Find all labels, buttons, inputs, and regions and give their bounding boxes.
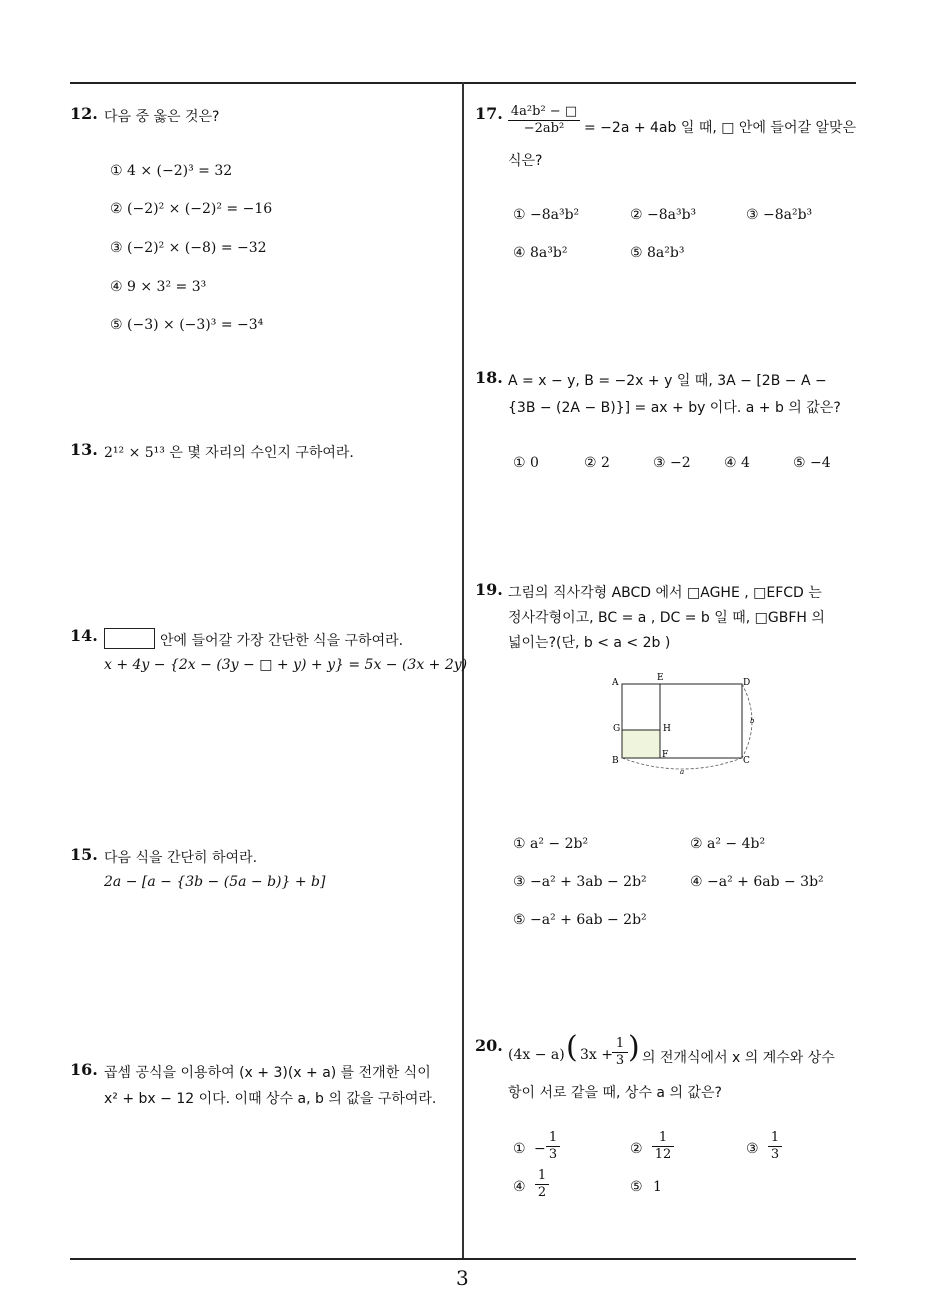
label-d: D	[743, 678, 751, 688]
label-c: C	[743, 756, 750, 766]
q15-number: 15.	[70, 845, 98, 864]
q20-choice-2-numerator: 1	[652, 1130, 674, 1147]
q20-choice-3-mark: ③	[746, 1141, 759, 1157]
label-e: E	[657, 673, 664, 683]
q19-rectangle-figure	[600, 668, 770, 780]
q20-choice-1-fraction	[546, 1130, 560, 1162]
label-a-vertex: A	[612, 678, 619, 688]
q14-number: 14.	[70, 626, 98, 645]
label-side-b: b	[750, 717, 755, 725]
shaded-region	[622, 730, 660, 758]
q20-expr-inner: 3x +	[580, 1047, 613, 1063]
q20-choice-5-mark: ⑤	[630, 1179, 643, 1195]
q19-choice-1[interactable]: ① a² − 2b²	[513, 836, 589, 852]
q12-choice-3[interactable]: ③ (−2)² × (−8) = −32	[110, 240, 267, 256]
q17-fraction-denominator: −2ab²	[523, 121, 565, 136]
q17-fraction-numerator: 4a²b² − □	[508, 104, 580, 121]
q20-choice-2-mark: ②	[630, 1141, 643, 1157]
q17-choice-4[interactable]: ④ 8a³b²	[513, 245, 568, 261]
q20-choice-5[interactable]	[630, 1179, 662, 1195]
q20-line-2: 항이 서로 같을 때, 상수 a 의 값은?	[508, 1085, 722, 1101]
q20-expr-left: (4x − a)	[508, 1047, 565, 1063]
q18-choice-1[interactable]: ① 0	[513, 455, 539, 471]
q17-line-2: 식은?	[508, 153, 543, 169]
label-side-a: a	[680, 768, 685, 776]
q20-fraction-denominator: 3	[615, 1053, 625, 1068]
q20-choice-4[interactable]	[513, 1179, 526, 1195]
q20-choice-4-numerator: 1	[535, 1168, 549, 1185]
label-g: G	[613, 724, 621, 734]
q20-fraction-numerator: 1	[612, 1036, 628, 1053]
q18-number: 18.	[475, 368, 503, 387]
q19-choice-5[interactable]: ⑤ −a² + 6ab − 2b²	[513, 912, 647, 928]
q20-choice-4-denominator: 2	[537, 1185, 547, 1200]
q12-text: 다음 중 옳은 것은?	[104, 109, 220, 125]
q18-choice-3[interactable]: ③ −2	[653, 455, 691, 471]
q20-fraction	[612, 1036, 628, 1068]
q13-number: 13.	[70, 440, 98, 459]
label-f: F	[662, 750, 669, 760]
q19-line-3: 넓이는?(단, b < a < 2b )	[508, 635, 671, 651]
q20-choice-4-mark: ④	[513, 1179, 526, 1195]
q20-text: 의 전개식에서 x 의 계수와 상수	[642, 1050, 835, 1066]
q20-choice-1-sign: −	[534, 1141, 546, 1157]
q12-choice-1[interactable]: ① 4 × (−2)³ = 32	[110, 163, 233, 179]
q12-choice-2[interactable]: ② (−2)² × (−2)² = −16	[110, 201, 273, 217]
q18-choice-5[interactable]: ⑤ −4	[793, 455, 831, 471]
label-h: H	[663, 724, 671, 734]
q18-line-2: {3B − (2A − B)}] = ax + by 이다. a + b 의 값은?	[508, 400, 841, 416]
q20-choice-1-denominator: 3	[548, 1147, 558, 1162]
q20-choice-2-denominator: 12	[654, 1147, 672, 1162]
q17-choice-2[interactable]: ② −8a³b³	[630, 207, 697, 223]
q14-equation: x + 4y − {2x − (3y − □ + y) + y} = 5x − (3x + 2y)	[104, 657, 468, 673]
q16-line-2: x² + bx − 12 이다. 이때 상수 a, b 의 값을 구하여라.	[104, 1091, 437, 1107]
q20-right-paren: )	[628, 1030, 640, 1065]
page-number: 3	[456, 1266, 469, 1290]
q20-choice-1-numerator: 1	[546, 1130, 560, 1147]
q17-choice-3[interactable]: ③ −8a²b³	[746, 207, 813, 223]
q20-left-paren: (	[566, 1030, 578, 1065]
q18-choice-2[interactable]: ② 2	[584, 455, 610, 471]
q20-choice-2-fraction	[652, 1130, 674, 1162]
q20-choice-2[interactable]	[630, 1141, 643, 1157]
q20-choice-3[interactable]	[746, 1141, 759, 1157]
q20-choice-1[interactable]	[513, 1141, 546, 1157]
q19-line-2: 정사각형이고, BC = a , DC = b 일 때, □GBFH 의	[508, 610, 825, 626]
q12-number: 12.	[70, 104, 98, 123]
q19-choice-4[interactable]: ④ −a² + 6ab − 3b²	[690, 874, 824, 890]
q17-text: = −2a + 4ab 일 때, □ 안에 들어갈 알맞은	[584, 120, 857, 136]
q19-choice-3[interactable]: ③ −a² + 3ab − 2b²	[513, 874, 647, 890]
q20-choice-4-fraction	[535, 1168, 549, 1200]
q15-text: 다음 식을 간단히 하여라.	[104, 850, 258, 866]
bottom-rule	[70, 1258, 856, 1260]
q17-fraction	[508, 104, 580, 136]
q14-blank-box	[104, 628, 155, 649]
q12-choice-4[interactable]: ④ 9 × 3² = 3³	[110, 279, 207, 295]
q16-line-1: 곱셈 공식을 이용하여 (x + 3)(x + a) 를 전개한 식이	[104, 1065, 431, 1081]
q20-number: 20.	[475, 1036, 503, 1055]
q19-line-1: 그림의 직사각형 ABCD 에서 □AGHE , □EFCD 는	[508, 585, 822, 601]
q13-text: 2¹² × 5¹³ 은 몇 자리의 수인지 구하여라.	[104, 445, 354, 461]
q18-choice-4[interactable]: ④ 4	[724, 455, 750, 471]
q20-choice-1-mark: ①	[513, 1141, 526, 1157]
q17-number: 17.	[475, 104, 503, 123]
label-b-vertex: B	[612, 756, 619, 766]
q17-choice-5[interactable]: ⑤ 8a²b³	[630, 245, 685, 261]
q15-expression: 2a − [a − {3b − (5a − b)} + b]	[104, 874, 326, 890]
q16-number: 16.	[70, 1060, 98, 1079]
q19-number: 19.	[475, 580, 503, 599]
q20-choice-3-denominator: 3	[770, 1147, 780, 1162]
q20-choice-3-numerator: 1	[768, 1130, 782, 1147]
q14-text: 안에 들어갈 가장 간단한 식을 구하여라.	[160, 633, 404, 649]
q19-choice-2[interactable]: ② a² − 4b²	[690, 836, 766, 852]
q12-choice-5[interactable]: ⑤ (−3) × (−3)³ = −3⁴	[110, 317, 264, 333]
q20-choice-3-fraction	[768, 1130, 782, 1162]
q17-choice-1[interactable]: ① −8a³b²	[513, 207, 580, 223]
q18-line-1: A = x − y, B = −2x + y 일 때, 3A − [2B − A −	[508, 373, 827, 389]
q20-choice-5-value: 1	[653, 1179, 662, 1195]
